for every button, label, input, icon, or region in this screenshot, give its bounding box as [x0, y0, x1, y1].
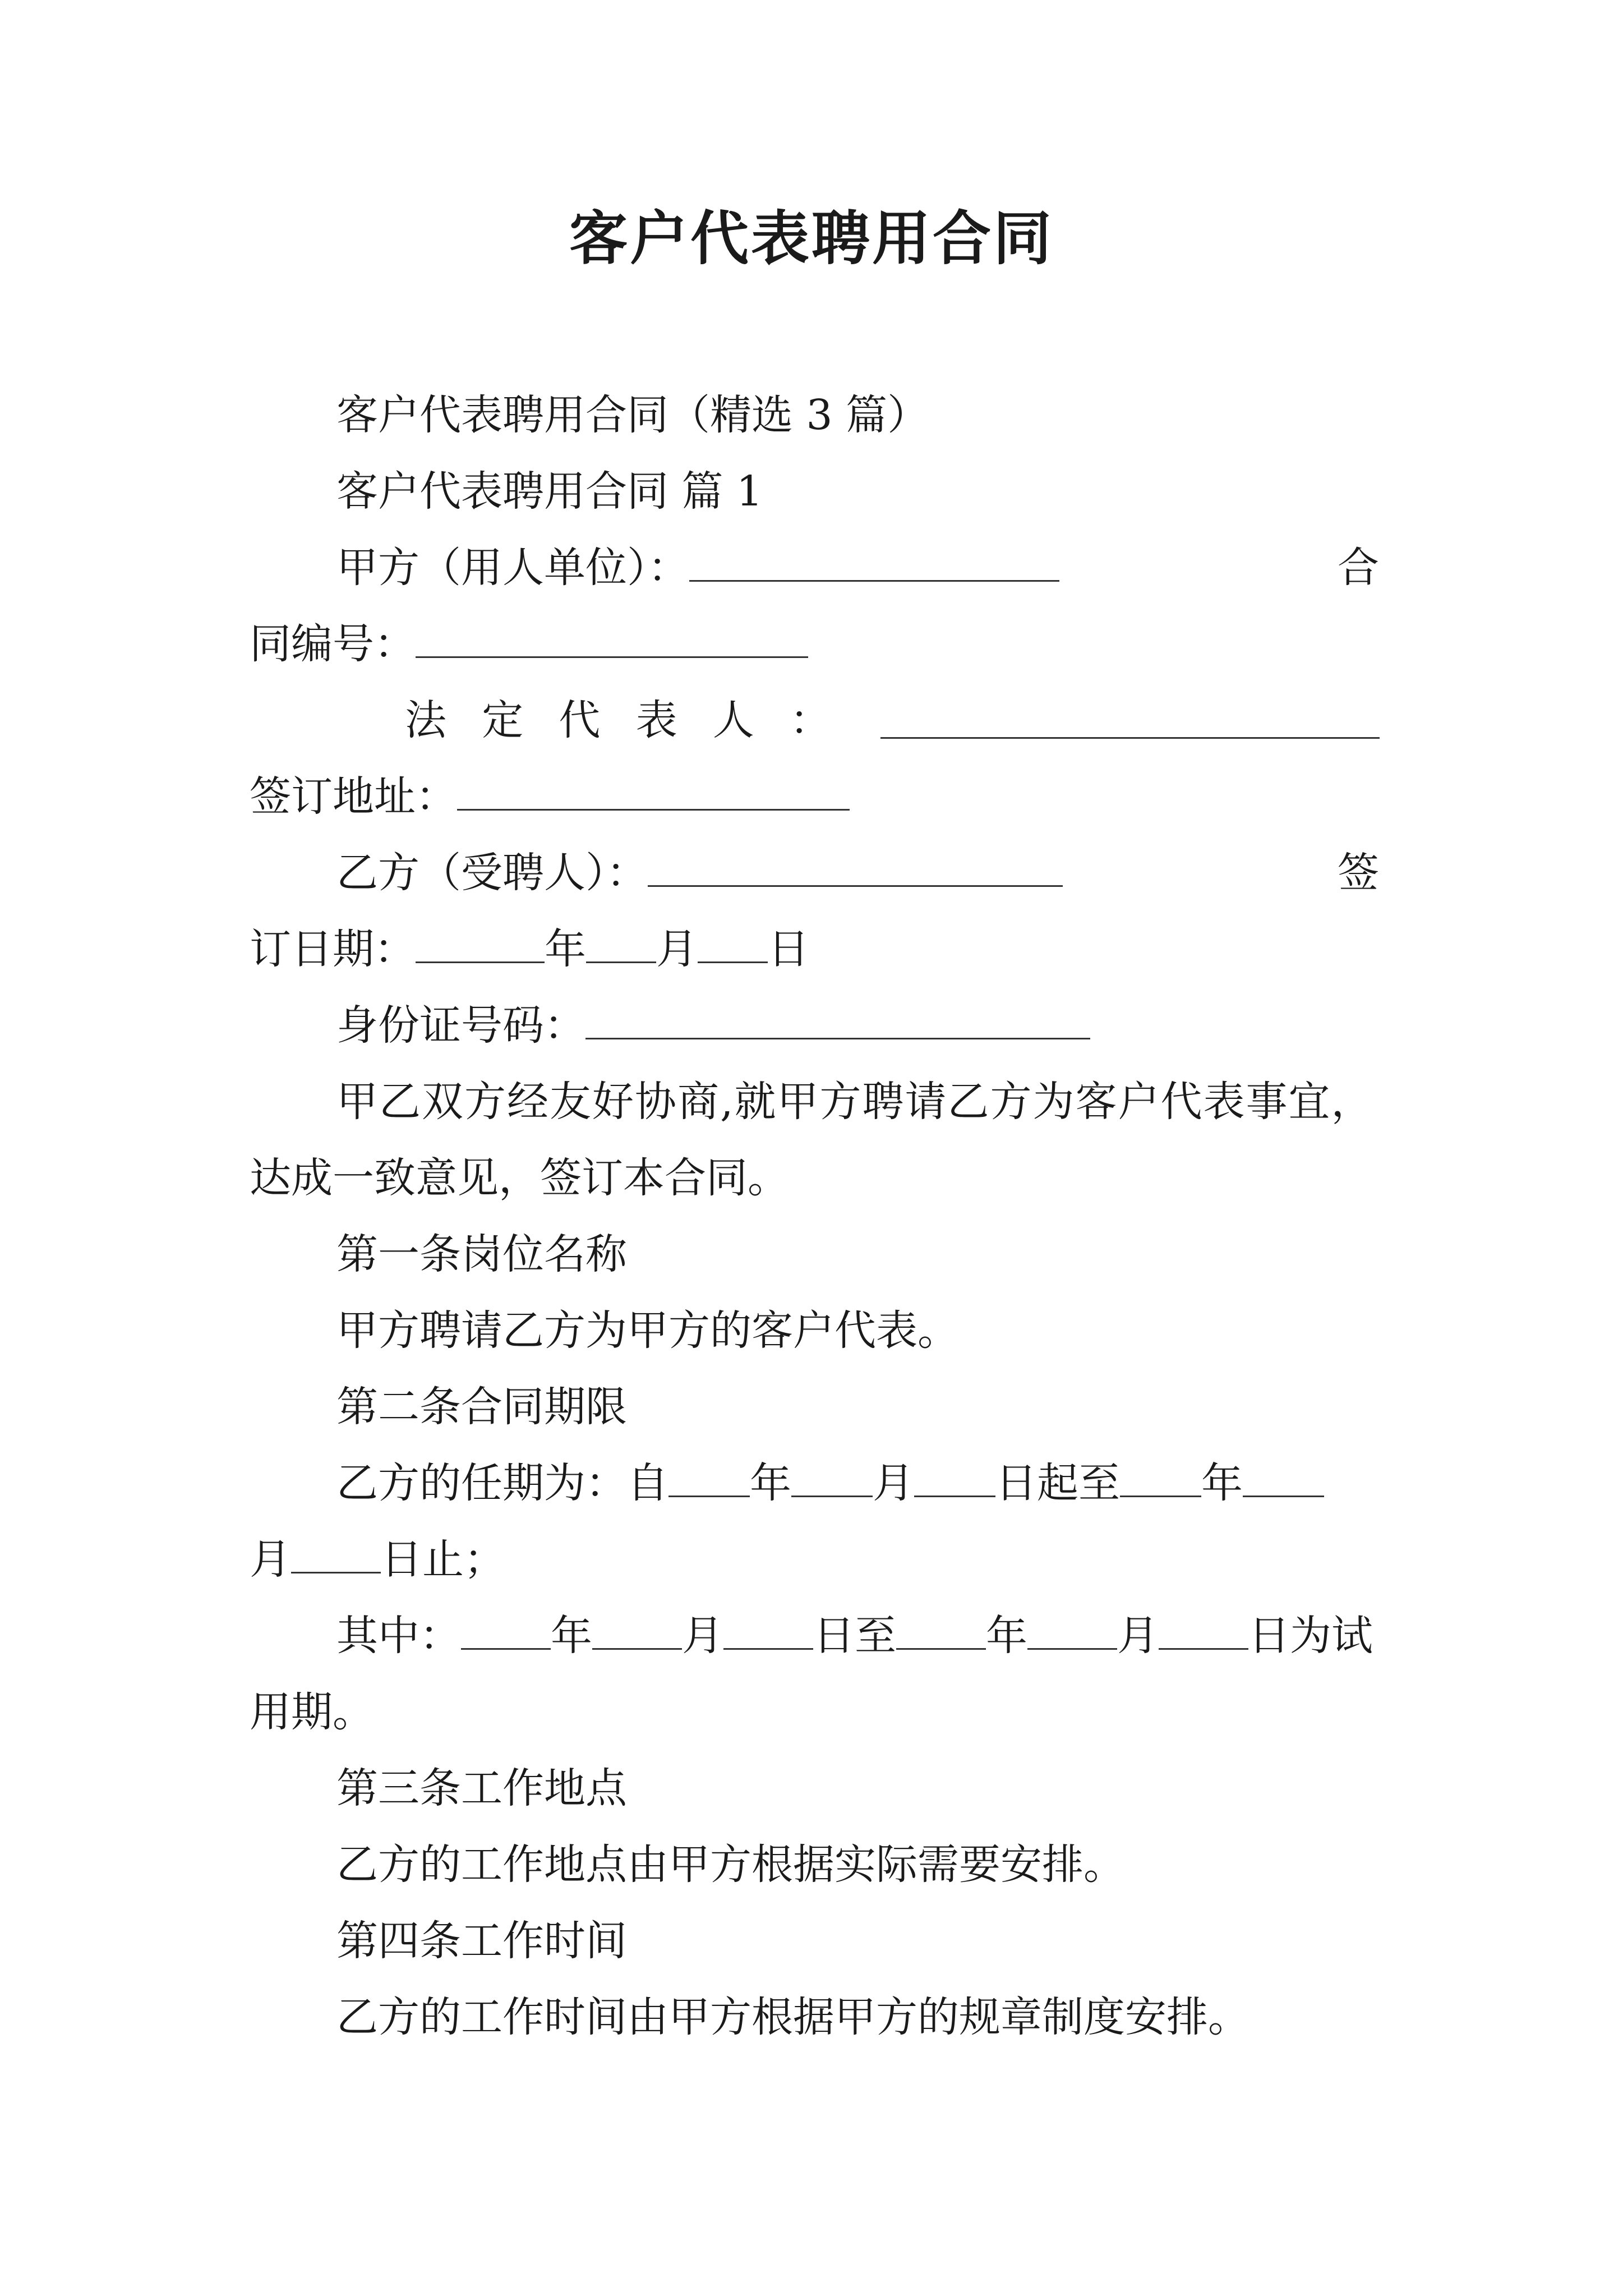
legal-rep-char: ：: [789, 696, 831, 744]
term-end-year-blank: [1120, 1456, 1201, 1497]
article-1-title: 第一条岗位名称: [336, 1230, 627, 1278]
contract-no-blank: [416, 617, 808, 658]
month-char: 月: [682, 1612, 723, 1660]
probation-to-text: 日至: [813, 1612, 896, 1660]
party-b-line: [336, 846, 1063, 900]
probation-line-1: [336, 1609, 1373, 1663]
sign-date-label: 订日期：: [250, 925, 416, 973]
month-char: 月: [1117, 1612, 1159, 1660]
legal-rep-char: 法: [405, 696, 446, 744]
term-start-year-blank: [668, 1456, 750, 1497]
probation-tail-text: 日为试: [1248, 1612, 1373, 1660]
subtitle: 客户代表聘用合同（精选 3 篇）: [336, 391, 929, 439]
contract-no-label: 同编号：: [250, 620, 416, 668]
probation-end-day-blank: [1159, 1609, 1248, 1650]
probation-start-year-blank: [461, 1609, 551, 1650]
article-3-text: 乙方的工作地点由甲方根据实际需要安排。: [336, 1841, 1125, 1889]
legal-rep-blank: [880, 698, 1380, 739]
sign-date-char: 签: [1338, 849, 1379, 897]
month-char: 月: [250, 1535, 291, 1584]
probation-prefix: 其中：: [336, 1612, 461, 1660]
article-2-title: 第二条合同期限: [336, 1383, 627, 1431]
sign-year-blank: [416, 922, 545, 963]
term-prefix: 乙方的任期为：自: [336, 1459, 668, 1507]
term-end-month-blank-part: [1243, 1456, 1324, 1497]
legal-rep-char: 人: [712, 696, 754, 744]
sign-place-label: 签订地址：: [250, 772, 457, 821]
party-a-blank: [689, 541, 1059, 582]
legal-rep-label: [405, 693, 831, 747]
contract-no-line: [250, 617, 808, 671]
term-end-text: 日止；: [381, 1535, 505, 1584]
month-char: 月: [873, 1459, 914, 1507]
id-blank: [585, 999, 1090, 1039]
probation-line-2: 用期。: [250, 1688, 374, 1736]
article-4-text: 乙方的工作时间由甲方根据甲方的规章制度安排。: [336, 1993, 1249, 2041]
document-title: 客户代表聘用合同: [569, 204, 1054, 273]
probation-end-year-blank: [896, 1609, 986, 1650]
id-line: [336, 999, 1090, 1052]
id-label: 身份证号码：: [336, 1001, 585, 1050]
term-start-month-blank: [791, 1456, 873, 1497]
article-4-title: 第四条工作时间: [336, 1917, 627, 1965]
probation-start-month-blank: [592, 1609, 682, 1650]
legal-rep-char: 定: [482, 696, 524, 744]
sign-date-line: [250, 922, 809, 976]
part-heading: 客户代表聘用合同 篇 1: [336, 467, 763, 516]
term-from-text: 日起至: [995, 1459, 1120, 1507]
legal-rep-char: 代: [559, 696, 601, 744]
sign-place-line: [250, 770, 850, 823]
year-char: 年: [1201, 1459, 1243, 1507]
intro-line-1: 甲乙双方经友好协商,就甲方聘请乙方为客户代表事宜，: [336, 1078, 1374, 1126]
party-b-label: 乙方（受聘人）：: [336, 849, 648, 897]
contract-no-char: 合: [1338, 544, 1379, 592]
sign-place-blank: [457, 770, 850, 811]
party-a-label: 甲方（用人单位）：: [336, 544, 689, 592]
article-3-title: 第三条工作地点: [336, 1764, 627, 1812]
article-1-text: 甲方聘请乙方为甲方的客户代表。: [336, 1306, 959, 1355]
sign-day-blank: [698, 922, 768, 963]
day-char: 日: [768, 925, 809, 973]
probation-end-month-blank: [1027, 1609, 1117, 1650]
probation-start-day-blank: [723, 1609, 813, 1650]
term-end-day-blank: [291, 1533, 381, 1573]
year-char: 年: [551, 1612, 592, 1660]
intro-line-2: 达成一致意见，签订本合同。: [250, 1154, 789, 1202]
year-char: 年: [986, 1612, 1027, 1660]
term-line-2: [250, 1533, 505, 1586]
party-b-blank: [648, 846, 1063, 887]
year-char: 年: [750, 1459, 791, 1507]
party-a-line: [336, 541, 1059, 595]
sign-month-blank: [586, 922, 656, 963]
month-char: 月: [656, 925, 698, 973]
year-char: 年: [545, 925, 586, 973]
legal-rep-char: 表: [635, 696, 677, 744]
term-start-day-blank: [914, 1456, 995, 1497]
term-line-1: [336, 1456, 1324, 1510]
